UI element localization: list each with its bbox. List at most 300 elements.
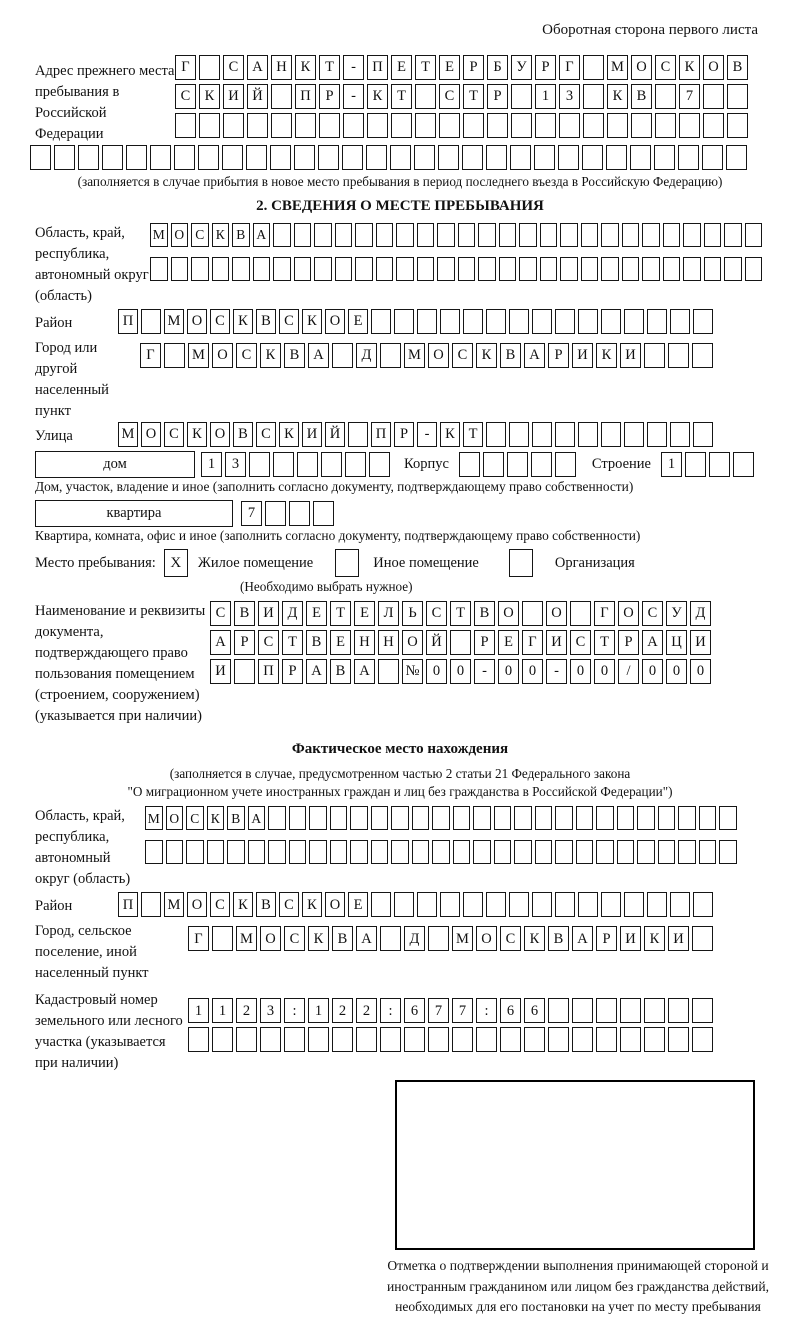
char-cell[interactable] (704, 223, 722, 247)
char-cell[interactable]: В (330, 659, 351, 684)
char-cell[interactable] (102, 145, 123, 170)
char-cell[interactable] (733, 452, 754, 477)
char-cell[interactable]: / (618, 659, 639, 684)
char-cell[interactable]: - (417, 422, 437, 447)
char-cell[interactable] (227, 840, 245, 864)
char-cell[interactable]: Е (330, 630, 351, 655)
char-cell[interactable] (391, 113, 412, 138)
char-cell[interactable] (644, 998, 665, 1023)
char-cell[interactable] (532, 892, 552, 917)
char-cell[interactable] (540, 257, 558, 281)
char-cell[interactable] (511, 113, 532, 138)
char-cell[interactable]: А (247, 55, 268, 80)
char-cell[interactable]: 6 (524, 998, 545, 1023)
char-cell[interactable] (212, 1027, 233, 1052)
char-cell[interactable] (601, 309, 621, 334)
char-cell[interactable] (514, 840, 532, 864)
char-cell[interactable] (437, 257, 455, 281)
char-cell[interactable]: С (642, 601, 663, 626)
char-cell[interactable]: В (256, 892, 276, 917)
char-cell[interactable]: К (524, 926, 545, 951)
char-cell[interactable] (693, 309, 713, 334)
char-cell[interactable]: В (332, 926, 353, 951)
char-cell[interactable]: В (284, 343, 305, 368)
char-cell[interactable] (236, 1027, 257, 1052)
char-cell[interactable] (576, 840, 594, 864)
char-cell[interactable]: Д (282, 601, 303, 626)
char-cell[interactable]: А (248, 806, 266, 830)
char-cell[interactable] (145, 840, 163, 864)
char-cell[interactable]: В (227, 806, 245, 830)
char-cell[interactable]: Г (140, 343, 161, 368)
char-cell[interactable] (191, 257, 209, 281)
char-cell[interactable] (164, 343, 185, 368)
char-cell[interactable] (432, 840, 450, 864)
checkbox-organization[interactable] (509, 549, 533, 577)
char-cell[interactable]: Г (559, 55, 580, 80)
char-cell[interactable] (709, 452, 730, 477)
char-cell[interactable] (486, 309, 506, 334)
char-cell[interactable] (670, 309, 690, 334)
char-cell[interactable] (335, 257, 353, 281)
char-cell[interactable] (415, 113, 436, 138)
char-cell[interactable] (462, 145, 483, 170)
char-cell[interactable]: Р (596, 926, 617, 951)
char-cell[interactable]: Е (498, 630, 519, 655)
char-cell[interactable] (644, 343, 665, 368)
char-cell[interactable] (366, 145, 387, 170)
char-cell[interactable]: 0 (498, 659, 519, 684)
char-cell[interactable] (332, 1027, 353, 1052)
char-cell[interactable]: К (199, 84, 220, 109)
char-cell[interactable]: 2 (332, 998, 353, 1023)
char-cell[interactable]: Ц (666, 630, 687, 655)
char-cell[interactable] (724, 257, 742, 281)
char-cell[interactable] (601, 223, 619, 247)
char-cell[interactable] (318, 145, 339, 170)
char-cell[interactable] (692, 343, 713, 368)
char-cell[interactable]: О (546, 601, 567, 626)
char-cell[interactable] (510, 145, 531, 170)
char-cell[interactable] (332, 343, 353, 368)
char-cell[interactable] (459, 452, 480, 477)
char-cell[interactable]: Р (282, 659, 303, 684)
char-cell[interactable] (212, 926, 233, 951)
char-cell[interactable]: М (452, 926, 473, 951)
char-cell[interactable] (655, 113, 676, 138)
char-cell[interactable]: - (546, 659, 567, 684)
char-cell[interactable]: 0 (594, 659, 615, 684)
char-cell[interactable] (380, 1027, 401, 1052)
char-cell[interactable] (601, 257, 619, 281)
char-cell[interactable]: М (145, 806, 163, 830)
char-cell[interactable] (438, 145, 459, 170)
char-cell[interactable] (452, 1027, 473, 1052)
char-cell[interactable] (463, 309, 483, 334)
char-cell[interactable] (658, 840, 676, 864)
char-cell[interactable]: 1 (201, 452, 222, 477)
char-cell[interactable]: Е (391, 55, 412, 80)
char-cell[interactable]: У (666, 601, 687, 626)
char-cell[interactable]: - (474, 659, 495, 684)
char-cell[interactable] (271, 84, 292, 109)
char-cell[interactable]: И (620, 343, 641, 368)
char-cell[interactable] (560, 223, 578, 247)
char-cell[interactable] (54, 145, 75, 170)
char-cell[interactable] (458, 223, 476, 247)
char-cell[interactable]: С (236, 343, 257, 368)
char-cell[interactable] (719, 806, 737, 830)
char-cell[interactable] (531, 452, 552, 477)
char-cell[interactable]: С (164, 422, 184, 447)
char-cell[interactable] (647, 422, 667, 447)
char-cell[interactable] (486, 145, 507, 170)
char-cell[interactable]: Т (450, 601, 471, 626)
char-cell[interactable]: В (232, 223, 250, 247)
char-cell[interactable] (394, 892, 414, 917)
char-cell[interactable] (376, 223, 394, 247)
char-cell[interactable] (499, 223, 517, 247)
char-cell[interactable] (622, 223, 640, 247)
char-cell[interactable] (578, 309, 598, 334)
char-cell[interactable] (670, 422, 690, 447)
char-cell[interactable] (692, 926, 713, 951)
char-cell[interactable]: Е (439, 55, 460, 80)
char-cell[interactable] (668, 1027, 689, 1052)
char-cell[interactable]: П (118, 892, 138, 917)
char-cell[interactable]: Г (522, 630, 543, 655)
char-cell[interactable] (644, 1027, 665, 1052)
char-cell[interactable] (494, 806, 512, 830)
char-cell[interactable] (487, 113, 508, 138)
char-cell[interactable]: К (212, 223, 230, 247)
char-cell[interactable]: Г (175, 55, 196, 80)
char-cell[interactable]: 1 (188, 998, 209, 1023)
char-cell[interactable]: И (690, 630, 711, 655)
char-cell[interactable] (268, 840, 286, 864)
char-cell[interactable]: С (175, 84, 196, 109)
char-cell[interactable] (412, 840, 430, 864)
char-cell[interactable] (499, 257, 517, 281)
char-cell[interactable]: С (452, 343, 473, 368)
char-cell[interactable]: И (258, 601, 279, 626)
char-cell[interactable]: 2 (236, 998, 257, 1023)
char-cell[interactable] (624, 309, 644, 334)
char-cell[interactable]: 0 (522, 659, 543, 684)
char-cell[interactable]: А (354, 659, 375, 684)
char-cell[interactable]: К (233, 309, 253, 334)
char-cell[interactable]: К (302, 892, 322, 917)
char-cell[interactable]: К (279, 422, 299, 447)
char-cell[interactable]: М (236, 926, 257, 951)
char-cell[interactable]: Т (319, 55, 340, 80)
char-cell[interactable] (313, 501, 334, 526)
char-cell[interactable] (294, 145, 315, 170)
char-cell[interactable] (412, 806, 430, 830)
char-cell[interactable] (440, 892, 460, 917)
char-cell[interactable]: М (607, 55, 628, 80)
char-cell[interactable] (478, 223, 496, 247)
char-cell[interactable] (273, 257, 291, 281)
char-cell[interactable]: А (642, 630, 663, 655)
char-cell[interactable]: О (476, 926, 497, 951)
char-cell[interactable] (606, 145, 627, 170)
char-cell[interactable]: О (402, 630, 423, 655)
char-cell[interactable]: К (596, 343, 617, 368)
char-cell[interactable] (432, 806, 450, 830)
char-cell[interactable] (522, 601, 543, 626)
char-cell[interactable] (246, 145, 267, 170)
char-cell[interactable] (703, 84, 724, 109)
char-cell[interactable]: : (380, 998, 401, 1023)
char-cell[interactable]: С (279, 892, 299, 917)
char-cell[interactable] (532, 422, 552, 447)
char-cell[interactable] (450, 630, 471, 655)
char-cell[interactable]: В (474, 601, 495, 626)
char-cell[interactable] (463, 113, 484, 138)
char-cell[interactable]: Г (188, 926, 209, 951)
char-cell[interactable]: Е (354, 601, 375, 626)
char-cell[interactable] (555, 422, 575, 447)
char-cell[interactable] (622, 257, 640, 281)
char-cell[interactable] (473, 840, 491, 864)
char-cell[interactable] (453, 806, 471, 830)
char-cell[interactable] (166, 840, 184, 864)
char-cell[interactable]: О (631, 55, 652, 80)
char-cell[interactable] (507, 452, 528, 477)
char-cell[interactable]: 1 (212, 998, 233, 1023)
char-cell[interactable] (319, 113, 340, 138)
char-cell[interactable] (141, 309, 161, 334)
char-cell[interactable]: С (210, 892, 230, 917)
char-cell[interactable] (719, 840, 737, 864)
char-cell[interactable]: О (260, 926, 281, 951)
char-cell[interactable]: Н (271, 55, 292, 80)
char-cell[interactable] (199, 55, 220, 80)
char-cell[interactable]: 6 (404, 998, 425, 1023)
char-cell[interactable]: К (679, 55, 700, 80)
char-cell[interactable] (289, 806, 307, 830)
char-cell[interactable]: Т (415, 55, 436, 80)
char-cell[interactable]: Р (463, 55, 484, 80)
char-cell[interactable]: Р (234, 630, 255, 655)
char-cell[interactable] (223, 113, 244, 138)
char-cell[interactable]: С (426, 601, 447, 626)
char-cell[interactable]: К (187, 422, 207, 447)
char-cell[interactable] (271, 113, 292, 138)
char-cell[interactable]: К (295, 55, 316, 80)
char-cell[interactable] (380, 343, 401, 368)
char-cell[interactable] (524, 1027, 545, 1052)
char-cell[interactable]: 7 (452, 998, 473, 1023)
char-cell[interactable] (555, 840, 573, 864)
char-cell[interactable]: О (498, 601, 519, 626)
char-cell[interactable]: И (546, 630, 567, 655)
char-cell[interactable]: 7 (428, 998, 449, 1023)
char-cell[interactable] (726, 145, 747, 170)
char-cell[interactable] (270, 145, 291, 170)
char-cell[interactable]: У (511, 55, 532, 80)
char-cell[interactable]: С (210, 601, 231, 626)
char-cell[interactable]: О (171, 223, 189, 247)
char-cell[interactable]: С (256, 422, 276, 447)
char-cell[interactable] (572, 1027, 593, 1052)
char-cell[interactable] (428, 1027, 449, 1052)
char-cell[interactable] (289, 501, 310, 526)
char-cell[interactable]: 1 (661, 452, 682, 477)
char-cell[interactable] (414, 145, 435, 170)
char-cell[interactable] (560, 257, 578, 281)
char-cell[interactable] (519, 257, 537, 281)
char-cell[interactable]: 7 (241, 501, 262, 526)
char-cell[interactable] (396, 223, 414, 247)
char-cell[interactable] (630, 145, 651, 170)
char-cell[interactable] (509, 892, 529, 917)
char-cell[interactable]: 0 (450, 659, 471, 684)
char-cell[interactable]: Д (356, 343, 377, 368)
char-cell[interactable] (683, 257, 701, 281)
char-cell[interactable] (620, 1027, 641, 1052)
char-cell[interactable]: С (186, 806, 204, 830)
char-cell[interactable] (428, 926, 449, 951)
char-cell[interactable] (417, 309, 437, 334)
char-cell[interactable] (273, 223, 291, 247)
char-cell[interactable] (647, 309, 667, 334)
char-cell[interactable]: 3 (559, 84, 580, 109)
char-cell[interactable]: И (223, 84, 244, 109)
char-cell[interactable]: К (302, 309, 322, 334)
char-cell[interactable] (476, 1027, 497, 1052)
char-cell[interactable] (342, 145, 363, 170)
char-cell[interactable] (745, 223, 763, 247)
char-cell[interactable] (596, 1027, 617, 1052)
char-cell[interactable] (637, 840, 655, 864)
char-cell[interactable] (519, 223, 537, 247)
char-cell[interactable]: Т (282, 630, 303, 655)
char-cell[interactable] (559, 113, 580, 138)
char-cell[interactable] (371, 309, 391, 334)
char-cell[interactable]: Р (548, 343, 569, 368)
char-cell[interactable] (693, 892, 713, 917)
char-cell[interactable] (198, 145, 219, 170)
char-cell[interactable]: 0 (642, 659, 663, 684)
char-cell[interactable] (500, 1027, 521, 1052)
char-cell[interactable] (440, 309, 460, 334)
char-cell[interactable] (509, 422, 529, 447)
char-cell[interactable]: С (258, 630, 279, 655)
char-cell[interactable] (314, 223, 332, 247)
char-cell[interactable]: С (500, 926, 521, 951)
char-cell[interactable]: В (631, 84, 652, 109)
char-cell[interactable] (631, 113, 652, 138)
char-cell[interactable] (578, 892, 598, 917)
char-cell[interactable] (212, 257, 230, 281)
char-cell[interactable] (355, 257, 373, 281)
char-cell[interactable]: М (118, 422, 138, 447)
char-cell[interactable] (417, 223, 435, 247)
char-cell[interactable] (555, 806, 573, 830)
char-cell[interactable] (558, 145, 579, 170)
char-cell[interactable] (601, 892, 621, 917)
char-cell[interactable]: Т (330, 601, 351, 626)
char-cell[interactable] (693, 422, 713, 447)
char-cell[interactable] (390, 145, 411, 170)
char-cell[interactable]: Р (474, 630, 495, 655)
char-cell[interactable] (647, 892, 667, 917)
char-cell[interactable] (658, 806, 676, 830)
char-cell[interactable]: М (150, 223, 168, 247)
char-cell[interactable]: К (207, 806, 225, 830)
char-cell[interactable] (253, 257, 271, 281)
char-cell[interactable]: А (210, 630, 231, 655)
char-cell[interactable] (745, 257, 763, 281)
char-cell[interactable] (685, 452, 706, 477)
char-cell[interactable] (355, 223, 373, 247)
char-cell[interactable] (532, 309, 552, 334)
char-cell[interactable]: К (367, 84, 388, 109)
char-cell[interactable] (535, 840, 553, 864)
char-cell[interactable]: 0 (666, 659, 687, 684)
char-cell[interactable] (654, 145, 675, 170)
char-cell[interactable]: О (428, 343, 449, 368)
char-cell[interactable] (655, 84, 676, 109)
char-cell[interactable]: Е (306, 601, 327, 626)
char-cell[interactable]: М (164, 309, 184, 334)
char-cell[interactable] (321, 452, 342, 477)
char-cell[interactable]: Й (247, 84, 268, 109)
char-cell[interactable] (308, 1027, 329, 1052)
char-cell[interactable]: С (284, 926, 305, 951)
char-cell[interactable] (391, 840, 409, 864)
char-cell[interactable] (356, 1027, 377, 1052)
char-cell[interactable] (453, 840, 471, 864)
char-cell[interactable]: С (223, 55, 244, 80)
char-cell[interactable]: О (166, 806, 184, 830)
char-cell[interactable] (78, 145, 99, 170)
char-cell[interactable]: 6 (500, 998, 521, 1023)
char-cell[interactable]: А (253, 223, 271, 247)
char-cell[interactable]: Р (487, 84, 508, 109)
char-cell[interactable] (702, 145, 723, 170)
char-cell[interactable]: С (570, 630, 591, 655)
char-cell[interactable] (174, 145, 195, 170)
char-cell[interactable]: Р (618, 630, 639, 655)
char-cell[interactable]: : (284, 998, 305, 1023)
char-cell[interactable] (724, 223, 742, 247)
char-cell[interactable] (582, 145, 603, 170)
char-cell[interactable] (548, 1027, 569, 1052)
char-cell[interactable] (583, 113, 604, 138)
char-cell[interactable]: О (141, 422, 161, 447)
char-cell[interactable] (486, 892, 506, 917)
char-cell[interactable] (678, 806, 696, 830)
char-cell[interactable]: В (727, 55, 748, 80)
char-cell[interactable]: П (367, 55, 388, 80)
char-cell[interactable] (699, 840, 717, 864)
char-cell[interactable]: С (279, 309, 299, 334)
char-cell[interactable] (391, 806, 409, 830)
char-cell[interactable]: М (188, 343, 209, 368)
char-cell[interactable] (415, 84, 436, 109)
char-cell[interactable] (150, 145, 171, 170)
char-cell[interactable] (309, 806, 327, 830)
char-cell[interactable] (345, 452, 366, 477)
char-cell[interactable]: Т (463, 422, 483, 447)
char-cell[interactable] (367, 113, 388, 138)
char-cell[interactable] (596, 840, 614, 864)
char-cell[interactable]: В (500, 343, 521, 368)
char-cell[interactable] (295, 113, 316, 138)
